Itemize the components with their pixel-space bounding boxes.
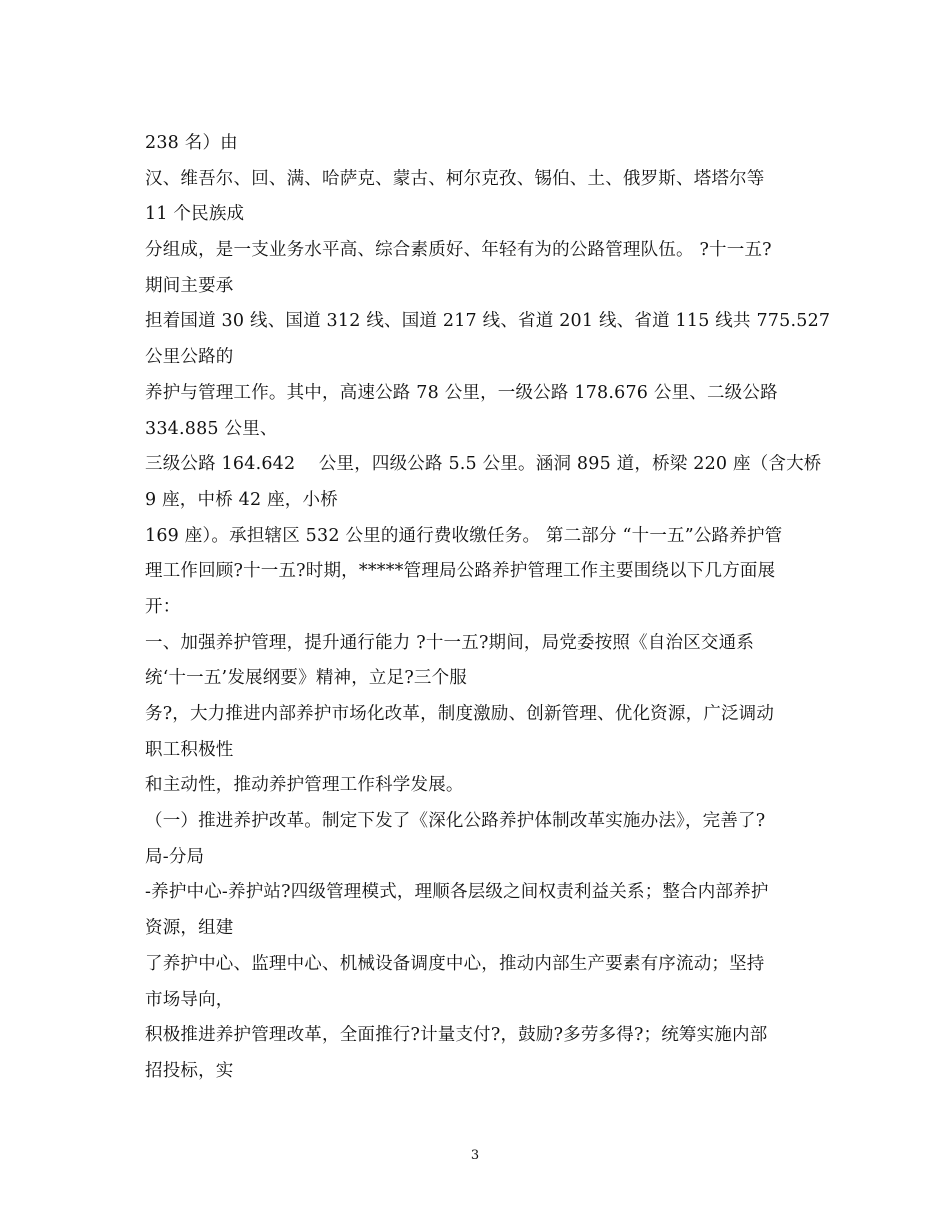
text-line: 汉、维吾尔、回、满、哈萨克、蒙古、柯尔克孜、锡伯、土、俄罗斯、塔塔尔等 [145, 168, 765, 189]
text-line: 9 座，中桥 42 座，小桥 [145, 489, 338, 510]
text-line: （一）推进养护改革。制定下发了《深化公路养护体制改革实施办法》，完善了? [145, 811, 766, 832]
text-line: 三级公路 164.642 公里，四级公路 5.5 公里。涵洞 895 道，桥梁 220 座（含大桥 [145, 454, 822, 475]
text-line: 担着国道 30 线、国道 312 线、国道 217 线、省道 201 线、省道 115 线共 775.527 [145, 311, 831, 332]
text-line: 务?，大力推进内部养护市场化改革，制度激励、创新管理、优化资源，广泛调动 [145, 704, 775, 724]
text-line: 期间主要承 [145, 275, 234, 296]
text-line: 市场导向， [145, 989, 234, 1010]
text-line: 开： [145, 596, 181, 617]
text-line: 局-分局 [145, 846, 205, 867]
text-line: 养护与管理工作。其中，高速公路 78 公里，一级公路 178.676 公里、二级公路 [145, 382, 778, 403]
page-number: 3 [470, 1148, 480, 1163]
text-line: 238 名）由 [145, 133, 238, 153]
text-line: 统‘十一五’发展纲要》精神，立足?三个服 [145, 668, 468, 689]
text-line: 职工积极性 [145, 739, 234, 760]
text-line: 分组成，是一支业务水平高、综合素质好、年轻有为的公路管理队伍。 ?十一五? [145, 240, 772, 261]
text-line: 了养护中心、监理中心、机械设备调度中心，推动内部生产要素有序流动；坚持 [145, 953, 765, 974]
text-line: 积极推进养护管理改革，全面推行?计量支付?，鼓励?多劳多得?；统筹实施内部 [145, 1025, 768, 1046]
text-line: 公里公路的 [145, 347, 234, 368]
text-line: 资源，组建 [145, 918, 234, 939]
body-text [145, 126, 831, 1090]
text-line: 11 个民族成 [145, 204, 245, 225]
text-line: 169 座）。承担辖区 532 公里的通行费收缴任务。 第二部分 “十一五”公路养护管 [145, 525, 783, 546]
text-line: 和主动性，推动养护管理工作科学发展。 [145, 775, 464, 796]
text-line: 一、加强养护管理，提升通行能力 ?十一五?期间，局党委按照《自治区交通系 [145, 632, 755, 653]
text-line: 理工作回顾?十一五?时期，*****管理局公路养护管理工作主要围绕以下几方面展 [145, 561, 776, 582]
text-line: 334.885 公里、 [145, 418, 278, 439]
text-line: -养护中心-养护站?四级管理模式，理顺各层级之间权责利益关系；整合内部养护 [145, 882, 769, 903]
text-line: 招投标，实 [145, 1060, 234, 1081]
